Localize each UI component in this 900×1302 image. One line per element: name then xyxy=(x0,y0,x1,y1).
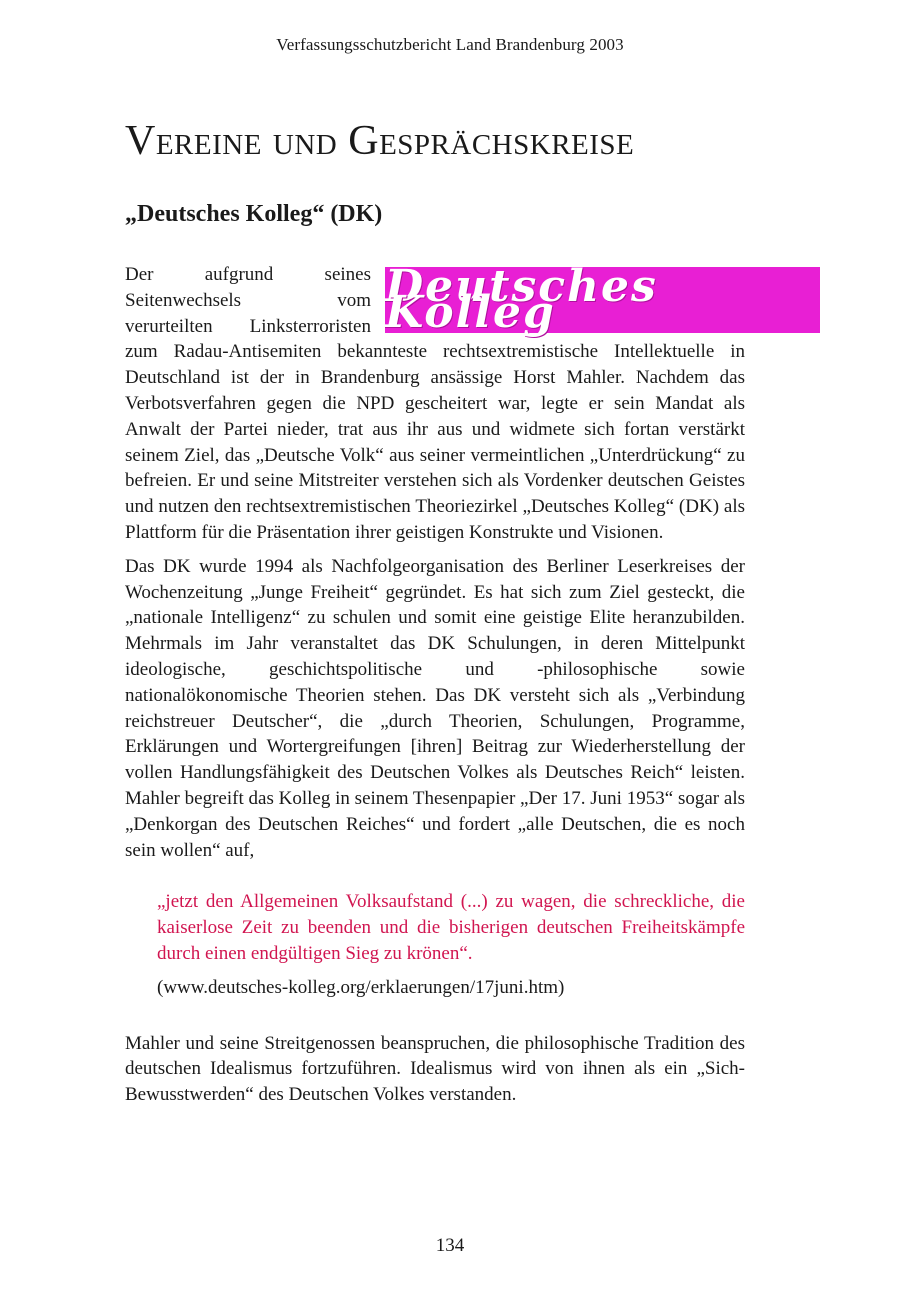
paragraph-intro: Der aufgrund seines Seitenwechsels vom verurteilten Linksterroristen zum Radau-Antisemiten bekannteste rechtsextremistische Intellektuelle in Deutschland ist der in Brandenburg ansässige Horst Mahler. Nachdem das Verbotsverfahren gegen die NPD gescheitert war, legte er sein Mandat als Anwalt der Partei nieder, trat aus ihr aus und widmete sich fortan verstärkt seinem Ziel, das „Deutsche Volk“ aus seiner vermeintlichen „Unterdrückung“ zu befreien. Er und seine Mitstreiter verstehen sich als Vordenker deutschen Geistes und nutzen den rechtsextremistischen Theoriezirkel „Deutsches Kolleg“ (DK) als Plattform für die Präsentation ihrer geistigen Konstrukte und Visionen. xyxy=(125,264,745,543)
body-text xyxy=(125,262,745,1116)
quote-text: „jetzt den Allgemeinen Volksaufstand (...) zu wagen, die schreckliche, die kaiserlose Zeit zu beenden und die bisherigen deutschen Freiheitskämpfe durch einen endgültigen Sieg zu krönen“. xyxy=(157,891,745,964)
logo-text: Deutsches Kolleg xyxy=(385,261,658,338)
deutsches-kolleg-logo xyxy=(385,261,820,338)
quote-source: (www.deutsches-kolleg.org/erklaerungen/17juni.htm) xyxy=(157,976,565,998)
page-number: 134 xyxy=(435,1235,465,1256)
paragraph-history: Das DK wurde 1994 als Nachfolgeorganisation des Berliner Leserkreises der Wochenzeitung „Junge Freiheit“ gegründet. Es hat sich zum Ziel gesteckt, die „nationale Intelligenz“ zu schulen und somit eine geistige Elite heranzubilden. Mehrmals im Jahr veranstaltet das DK Schulungen, in deren Mittelpunkt ideologische, geschichtspolitische und -philosophische sowie nationalökonomische Theorien stehen. Das DK versteht sich als „Verbindung reichstreuer Deutscher“, die „durch Theorien, Schulungen, Programme, Erklärungen und Wortergreifungen [ihren] Beitrag zur Wiederherstellung der vollen Handlungsfähigkeit des Deutschen Volkes als Deutsches Reich“ leisten. Mahler begreift das Kolleg in seinem Thesenpapier „Der 17. Juni 1953“ sogar als „Denkorgan des Deutschen Reiches“ und fordert „alle Deutschen, die es noch sein wollen“ auf, xyxy=(125,555,745,861)
subsection-title: „Deutsches Kolleg“ (DK) xyxy=(125,201,383,227)
running-header: Verfassungsschutzbericht Land Brandenburg 2003 xyxy=(276,35,624,54)
quote-block xyxy=(157,889,745,1000)
section-title: Vereine und Gesprächskreise xyxy=(125,118,635,164)
paragraph-idealism: Mahler und seine Streitgenossen beanspruchen, die philosophische Tradition des deutschen Idealismus fortzuführen. Idealismus wird von ihnen als ein „Sich-Bewusstwerden“ des Deutschen Volkes verstanden. xyxy=(125,1032,745,1106)
